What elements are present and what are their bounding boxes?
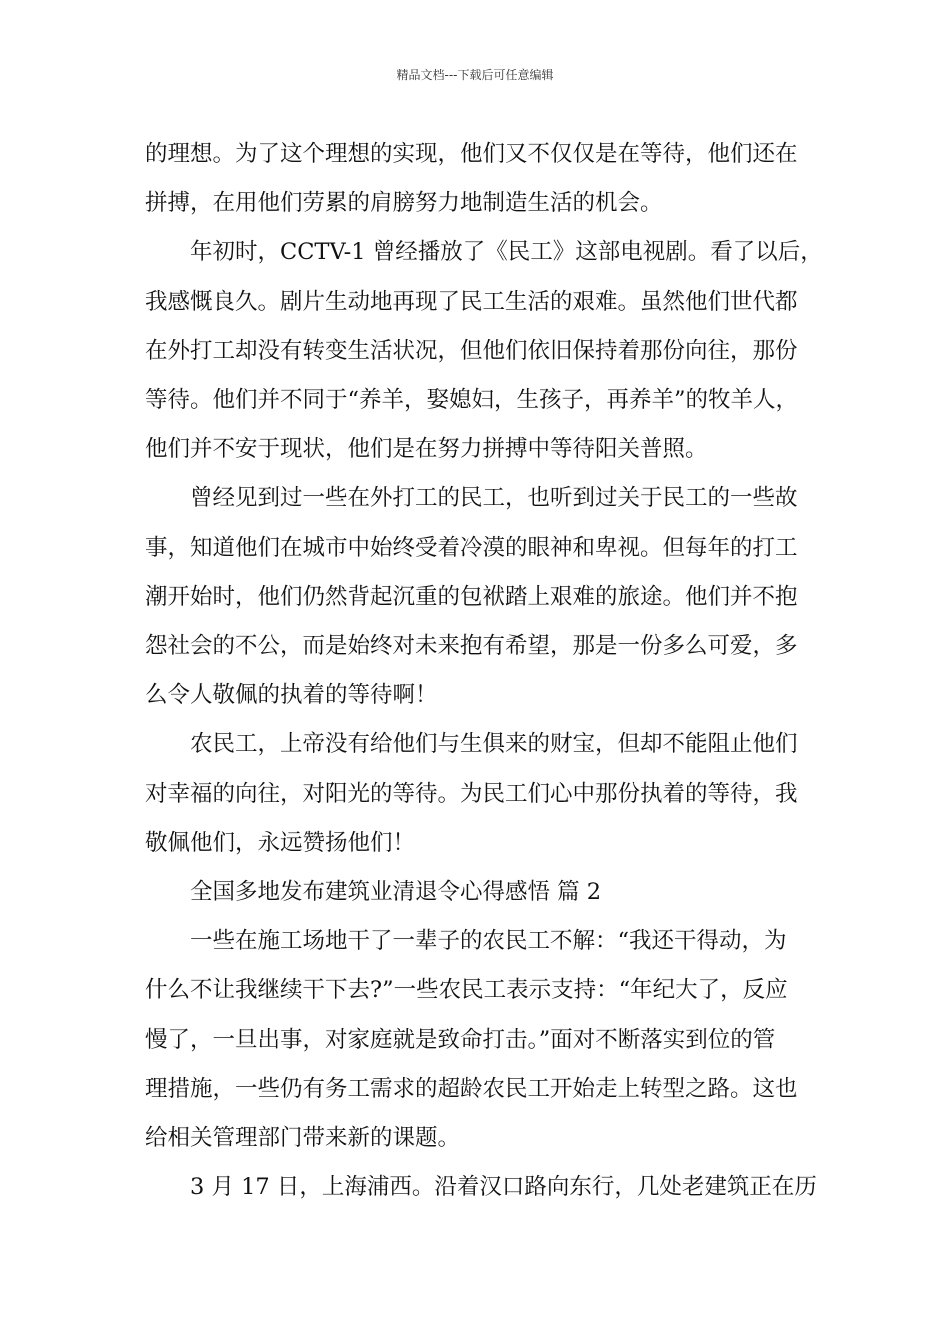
text-line: 慢了，一旦出事，对家庭就是致命打击。”面对不断落实到位的管 bbox=[145, 1026, 776, 1053]
paragraph-1 bbox=[145, 130, 825, 228]
text-line: 拼搏，在用他们劳累的肩膀努力地制造生活的机会。 bbox=[145, 190, 663, 217]
text-line: 给相关管理部门带来新的课题。 bbox=[145, 1125, 461, 1152]
page-header: 精品文档---下载后可任意编辑 bbox=[396, 68, 554, 82]
text-line: 在外打工却没有转变生活状况，但他们依旧保持着那份向往，那份 bbox=[145, 337, 798, 364]
text-line: 农民工，上帝没有给他们与生俱来的财宝，但却不能阻止他们 bbox=[190, 731, 798, 758]
text-line: 的理想。为了这个理想的实现，他们又不仅仅是在等待，他们还在 bbox=[145, 141, 798, 167]
text-line: 一些在施工场地干了一辈子的农民工不解：“我还干得动，为 bbox=[190, 928, 787, 955]
section-heading-text: 全国多地发布建筑业清退令心得感悟 篇 2 bbox=[190, 879, 602, 906]
section-heading bbox=[145, 868, 825, 917]
text-line: 对幸福的向往，对阳光的等待。为民工们心中那份执着的等待，我 bbox=[145, 780, 798, 807]
paragraph-6 bbox=[145, 1163, 825, 1212]
text-line: 我感慨良久。剧片生动地再现了民工生活的艰难。虽然他们世代都 bbox=[145, 288, 798, 315]
text-line: 么令人敬佩的执着的等待啊！ bbox=[145, 682, 438, 709]
text-line: 理措施，一些仍有务工需求的超龄农民工开始走上转型之路。这也 bbox=[145, 1075, 798, 1102]
paragraph-4 bbox=[145, 720, 825, 868]
text-line: 事，知道他们在城市中始终受着冷漠的眼神和卑视。但每年的打工 bbox=[145, 534, 798, 561]
text-line: 等待。他们并不同于“养羊，娶媳妇，生孩子，再养羊”的牧羊人， bbox=[145, 387, 799, 414]
text-line: 3 月 17 日，上海浦西。沿着汉口路向东行，几处老建筑正在历 bbox=[190, 1174, 817, 1201]
text-line: 他们并不安于现状，他们是在努力拼搏中等待阳关普照。 bbox=[145, 436, 708, 463]
text-line: 潮开始时，他们仍然背起沉重的包袱踏上艰难的旅途。他们并不抱 bbox=[145, 583, 798, 610]
text-line: 怨社会的不公，而是始终对未来抱有希望，那是一份多么可爱，多 bbox=[145, 633, 798, 660]
document-body bbox=[145, 130, 825, 1212]
paragraph-2 bbox=[145, 228, 825, 474]
text-line: 曾经见到过一些在外打工的民工，也听到过关于民工的一些故 bbox=[190, 485, 798, 512]
text-line: 敬佩他们，永远赞扬他们！ bbox=[145, 829, 416, 856]
paragraph-5 bbox=[145, 917, 825, 1163]
text-line: 什么不让我继续干下去?”一些农民工表示支持：“年纪大了，反应 bbox=[145, 977, 788, 1004]
paragraph-3 bbox=[145, 474, 825, 720]
text-line: 年初时，CCTV-1 曾经播放了《民工》这部电视剧。看了以后， bbox=[190, 239, 823, 266]
